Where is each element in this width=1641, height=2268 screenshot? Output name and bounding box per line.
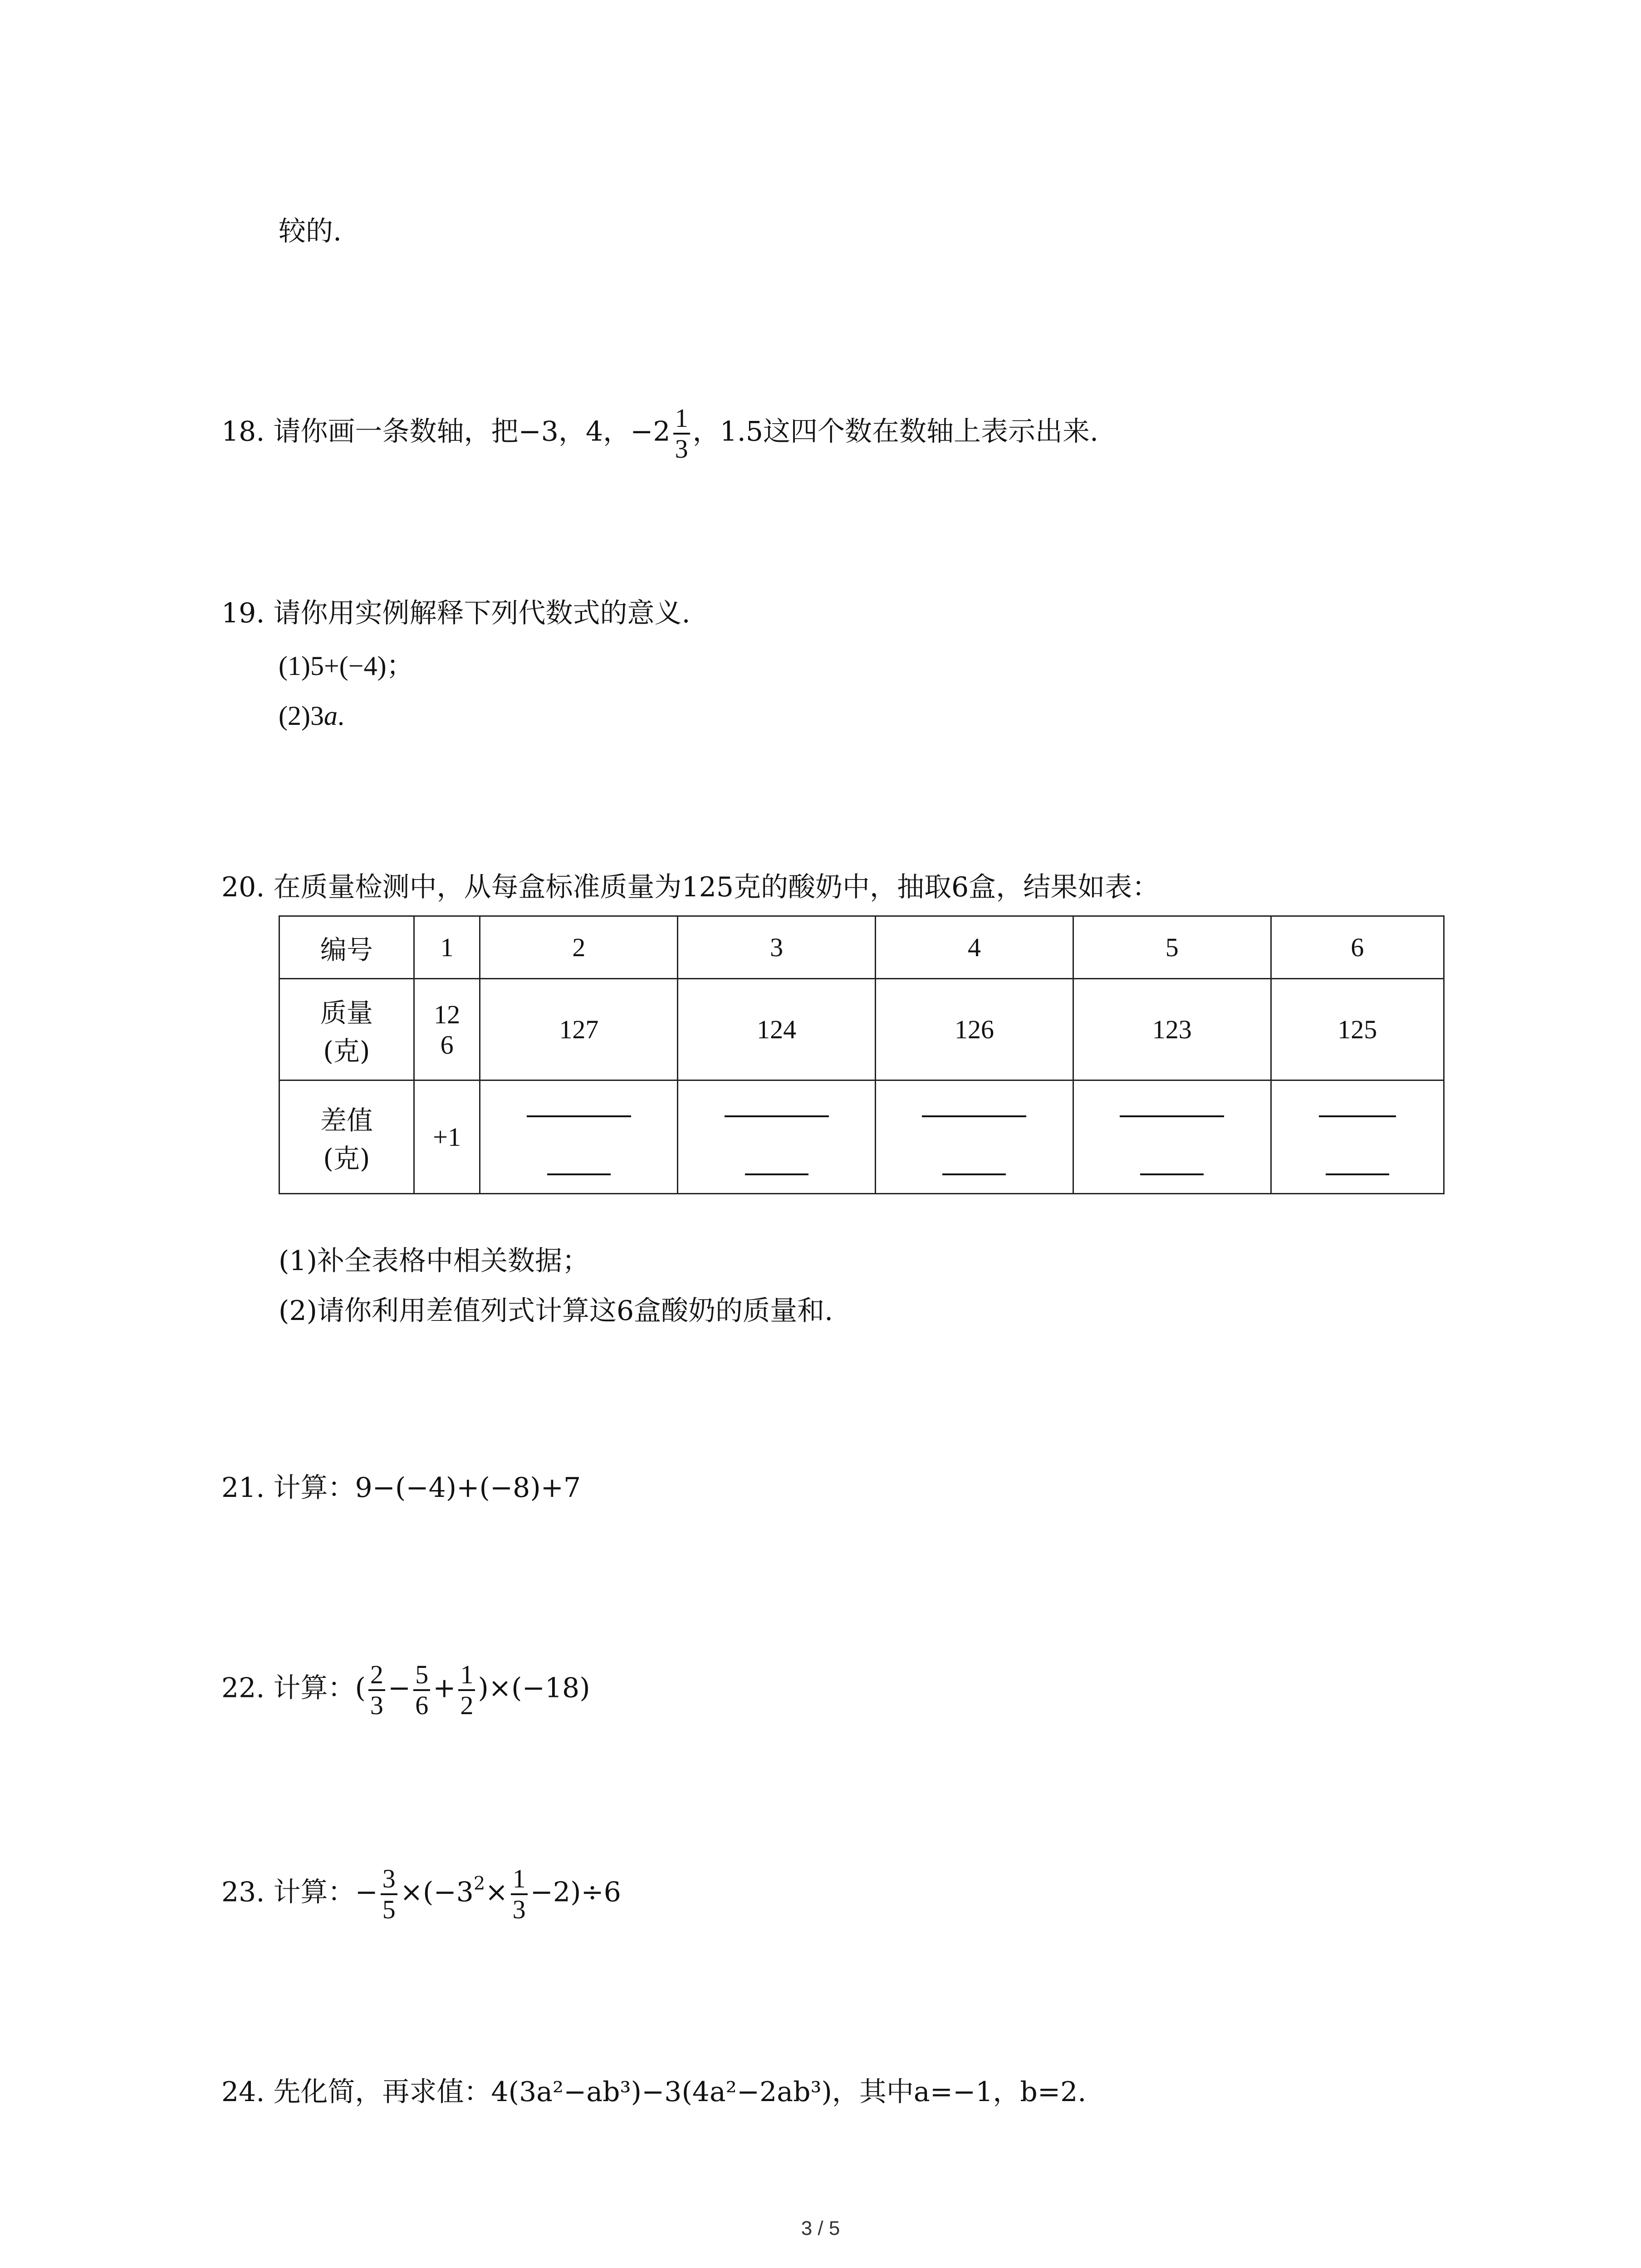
question-text: 请你画一条数轴，把−3，4，−2 xyxy=(273,415,671,448)
table-row-diff: 差值 (克) +1 xyxy=(279,1080,1444,1194)
q17-tail: 较的. xyxy=(279,215,342,247)
question-22: 22. 计算：( $\frac{2}{3}$ − $\frac{5}{6}$ + $\frac{1}{2}$ )×(−18) xyxy=(221,1660,590,1720)
question-text: 请你用实例解释下列代数式的意义. xyxy=(273,597,691,629)
fraction: $\frac{1}{3}$ xyxy=(673,404,690,464)
page-number: 3 / 5 xyxy=(801,2217,840,2239)
diff-label: 差值 (克) xyxy=(279,1080,414,1194)
fraction: $\frac{2}{3}$ xyxy=(368,1660,385,1720)
fraction: $\frac{3}{5}$ xyxy=(381,1864,397,1924)
q20-part2: (2)请你利用差值列式计算这6盒酸奶的质量和. xyxy=(279,1295,833,1327)
question-number: 21. xyxy=(221,1472,265,1504)
question-18: 18. 请你画一条数轴，把−3，4，−2 $\frac{1}{3}$ ，1.5这四个数在数轴上表示出来. xyxy=(221,403,1099,464)
question-text: 计算：9−(−4)+(−8)+7 xyxy=(273,1472,581,1504)
q19-part1: (1)5+(−4)； xyxy=(279,651,414,681)
question-number: 20. xyxy=(221,871,265,903)
question-number: 18. xyxy=(221,415,265,448)
answer-blank[interactable] xyxy=(1271,1080,1444,1194)
answer-blank[interactable] xyxy=(876,1080,1073,1194)
answer-blank[interactable] xyxy=(678,1080,876,1194)
answer-blank[interactable] xyxy=(480,1080,678,1194)
question-23: 23. 计算：− $\frac{3}{5}$ $\times(-3^2\times$ $\frac{1}{3}$ −2)÷6 xyxy=(221,1864,621,1924)
question-text: 在质量检测中，从每盒标准质量为125克的酸奶中，抽取6盒，结果如表： xyxy=(273,871,1160,903)
question-24 xyxy=(221,2074,1086,2110)
question-21 xyxy=(221,1470,581,1506)
yogurt-table xyxy=(279,915,1445,1194)
question-20 xyxy=(221,869,1159,905)
q20-part1: (1)补全表格中相关数据； xyxy=(279,1245,589,1277)
question-number: 24. xyxy=(221,2076,265,2108)
fraction: $\frac{1}{3}$ xyxy=(511,1864,528,1924)
question-number: 22. xyxy=(221,1672,265,1704)
mass-label: 质量 (克) xyxy=(279,979,414,1080)
fraction: $\frac{1}{2}$ xyxy=(458,1660,475,1720)
question-text: 先化简，再求值：4(3a²−ab³)−3(4a²−2ab³)，其中a=−1，b=2. xyxy=(273,2076,1087,2108)
question-number: 19. xyxy=(221,597,265,629)
question-number: 23. xyxy=(221,1876,265,1908)
answer-blank[interactable] xyxy=(1073,1080,1271,1194)
table-row-mass: 质量 (克) 12 6 127 124 126 123 125 xyxy=(279,979,1444,1080)
table-row-header: 编号 1 2 3 4 5 6 xyxy=(279,916,1444,979)
q19-part2: (2)3a. xyxy=(279,701,344,731)
fraction: $\frac{5}{6}$ xyxy=(413,1660,430,1720)
question-19 xyxy=(221,595,691,631)
